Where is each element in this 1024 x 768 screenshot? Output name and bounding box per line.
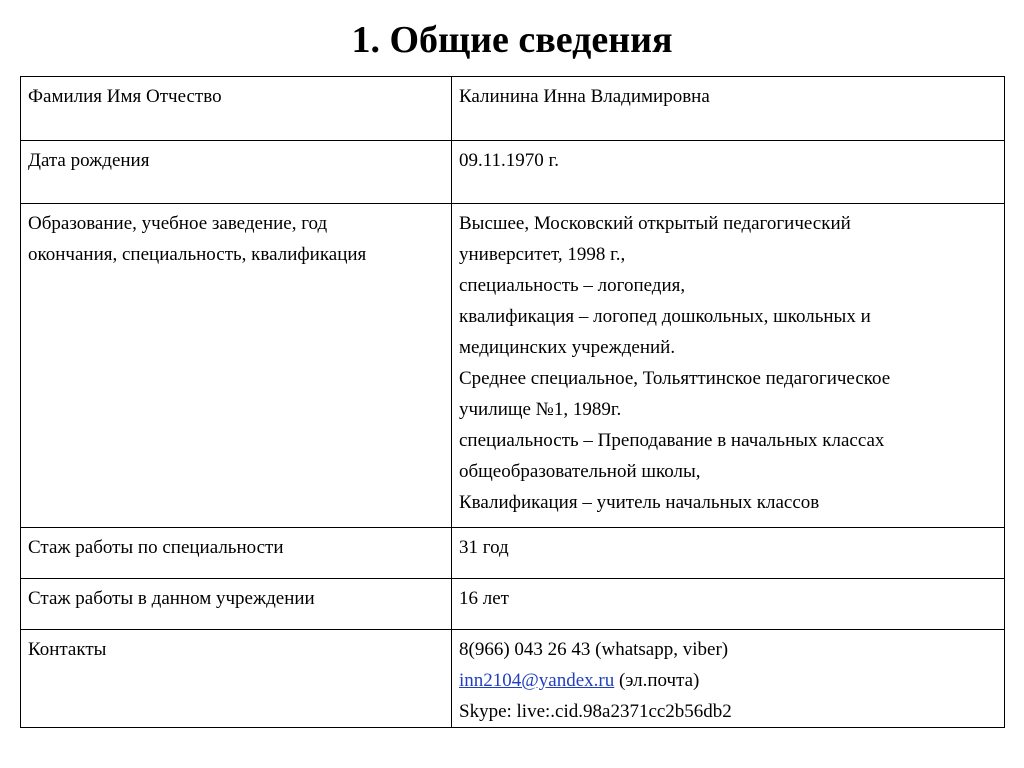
value-cell xyxy=(452,579,1005,630)
education-value-line: общеобразовательной школы, xyxy=(459,461,701,482)
skype-value: Skype: live:.cid.98a2371cc2b56db2 xyxy=(459,701,732,722)
education-value-line: специальность – Преподавание в начальных классах xyxy=(459,430,885,451)
full-name-label: Фамилия Имя Отчество xyxy=(28,86,222,107)
page-title: 1. Общие сведения xyxy=(351,19,673,61)
phone-value: 8(966) 043 26 43 (whatsapp, viber) xyxy=(459,639,729,660)
table-row-institution-experience xyxy=(21,579,1005,630)
info-table xyxy=(20,76,1005,728)
institution-experience-value: 16 лет xyxy=(459,588,509,609)
table-row-education xyxy=(21,204,1005,528)
education-value-line: университет, 1998 г., xyxy=(459,244,626,265)
label-cell xyxy=(21,77,452,141)
label-cell xyxy=(21,579,452,630)
birth-date-label: Дата рождения xyxy=(28,150,150,171)
value-cell xyxy=(452,77,1005,141)
table-row-birth-date xyxy=(21,141,1005,204)
label-cell xyxy=(21,204,452,528)
label-cell xyxy=(21,141,452,204)
table-row-specialty-experience xyxy=(21,528,1005,579)
specialty-experience-label: Стаж работы по специальности xyxy=(28,537,284,558)
education-value-line: Квалификация – учитель начальных классов xyxy=(459,492,820,513)
education-value-line: Среднее специальное, Тольяттинское педагогическое xyxy=(459,368,891,389)
table-row-full-name xyxy=(21,77,1005,141)
education-value-line: квалификация – логопед дошкольных, школьных и xyxy=(459,306,871,327)
birth-date-value: 09.11.1970 г. xyxy=(459,150,559,171)
contacts-label: Контакты xyxy=(28,639,107,660)
education-label-line: окончания, специальность, квалификация xyxy=(28,244,367,265)
education-value-line: специальность – логопедия, xyxy=(459,275,686,296)
label-cell xyxy=(21,528,452,579)
specialty-experience-value: 31 год xyxy=(459,537,509,558)
education-value-line: медицинских учреждений. xyxy=(459,337,676,358)
value-cell xyxy=(452,630,1005,728)
value-cell xyxy=(452,528,1005,579)
value-cell xyxy=(452,141,1005,204)
email-line xyxy=(459,665,998,696)
value-cell xyxy=(452,204,1005,528)
full-name-value: Калинина Инна Владимировна xyxy=(459,86,710,107)
email-note: (эл.почта) xyxy=(614,670,700,691)
education-value-line: училище №1, 1989г. xyxy=(459,399,622,420)
education-label-line: Образование, учебное заведение, год xyxy=(28,213,328,234)
table-row-contacts xyxy=(21,630,1005,728)
institution-experience-label: Стаж работы в данном учреждении xyxy=(28,588,315,609)
label-cell xyxy=(21,630,452,728)
education-value-line: Высшее, Московский открытый педагогический xyxy=(459,213,851,234)
email-link[interactable]: inn2104@yandex.ru xyxy=(459,670,615,691)
